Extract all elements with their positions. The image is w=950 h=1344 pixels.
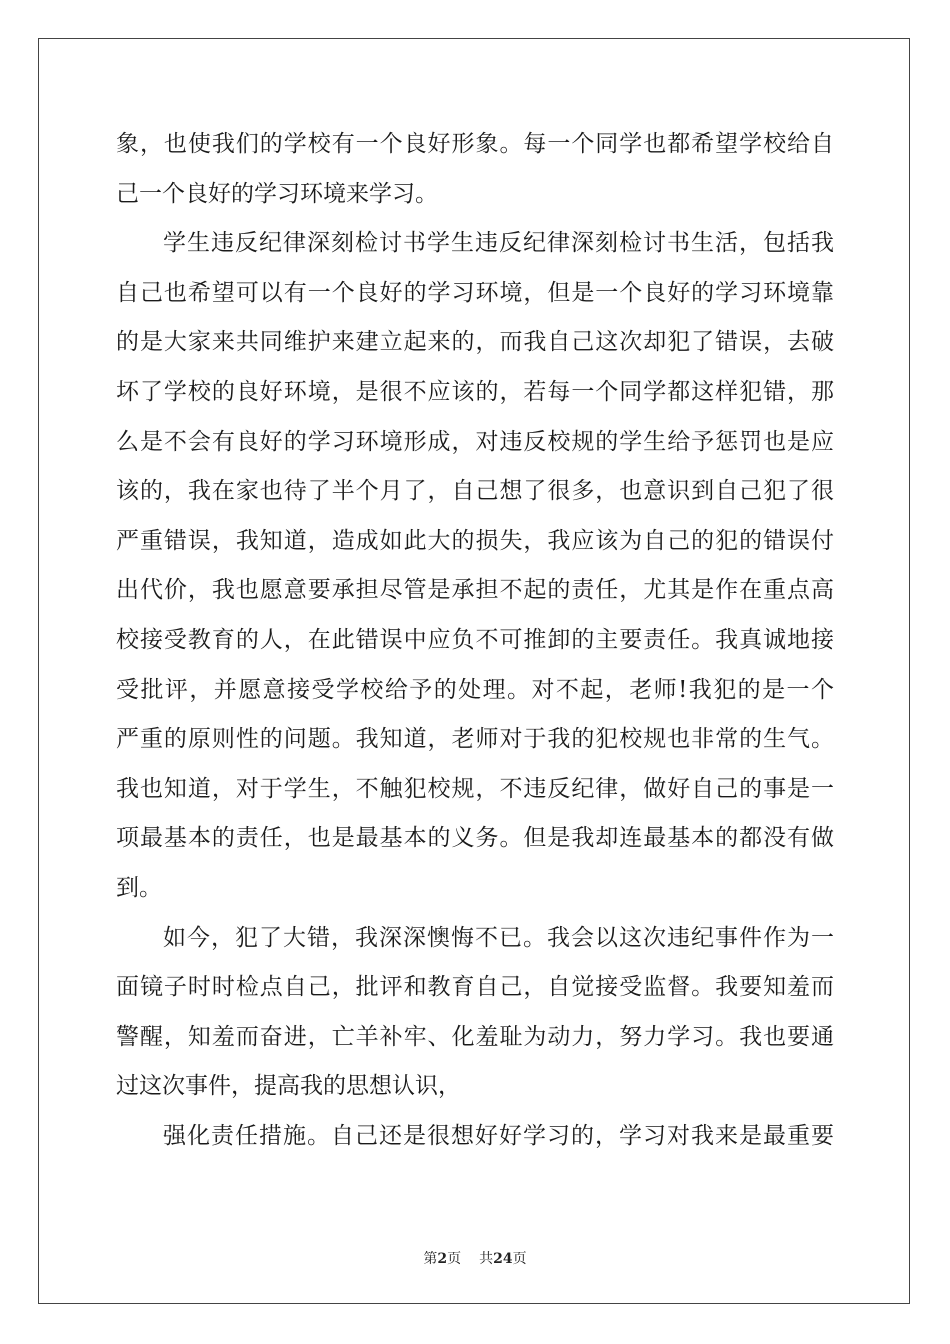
footer-page-prefix: 第 — [423, 1251, 438, 1267]
footer-total-prefix: 共 — [479, 1251, 494, 1267]
text-line: 如今，犯了大错，我深深懊悔不已。我会以这次违纪事件作为一 — [163, 924, 834, 951]
text-line: 自己也希望可以有一个良好的学习环境，但是一个良好的学习环境靠 — [116, 279, 834, 306]
text-line: 强化责任措施。自己还是很想好好学习的，学习对我来是最重要 — [163, 1122, 834, 1149]
text-line: 项最基本的责任，也是最基本的义务。但是我却连最基本的都没有做 — [116, 825, 834, 852]
text-line: 象，也使我们的学校有一个良好形象。每一个同学也都希望学校给自 — [116, 131, 834, 157]
text-line: 面镜子时时检点自己，批评和教育自己，自觉接受监督。我要知羞而 — [116, 974, 834, 1001]
text-line: 坏了学校的良好环境，是很不应该的，若每一个同学都这样犯错，那 — [116, 378, 834, 405]
text-line: 警醒，知羞而奋进，亡羊补牢、化羞耻为动力，努力学习。我也要通 — [116, 1023, 834, 1050]
footer-page-suffix: 页 — [447, 1251, 462, 1267]
document-body — [116, 120, 834, 1161]
text-line: 的是大家来共同维护来建立起来的，而我自己这次却犯了错误，去破 — [116, 329, 834, 356]
footer-total-pages: 24 — [493, 1251, 513, 1267]
text-line: 该的，我在家也待了半个月了，自己想了很多，也意识到自己犯了很 — [116, 478, 834, 505]
text-line: 校接受教育的人，在此错误中应负不可推卸的主要责任。我真诚地接 — [116, 626, 834, 653]
text-line: 受批评，并愿意接受学校给予的处理。对不起，老师!我犯的是一个 — [116, 676, 834, 703]
text-line: 到。 — [116, 874, 162, 901]
text-line: 学生违反纪律深刻检讨书学生违反纪律深刻检讨书生活，包括我 — [163, 230, 834, 257]
footer-total-suffix: 页 — [512, 1251, 527, 1267]
text-line: 么是不会有良好的学习环境形成，对违反校规的学生给予惩罚也是应 — [116, 428, 834, 455]
text-line: 我也知道，对于学生，不触犯校规，不违反纪律，做好自己的事是一 — [116, 775, 834, 802]
text-line: 严重的原则性的问题。我知道，老师对于我的犯校规也非常的生气。 — [116, 726, 834, 753]
text-line: 严重错误，我知道，造成如此大的损失，我应该为自己的犯的错误付 — [116, 527, 834, 554]
text-line: 己一个良好的学习环境来学习。 — [116, 180, 438, 207]
footer-page-number: 2 — [437, 1251, 448, 1267]
text-line: 出代价，我也愿意要承担尽管是承担不起的责任，尤其是作在重点高 — [116, 577, 834, 604]
page-footer — [0, 1248, 950, 1268]
text-line: 过这次事件，提高我的思想认识， — [116, 1073, 461, 1100]
